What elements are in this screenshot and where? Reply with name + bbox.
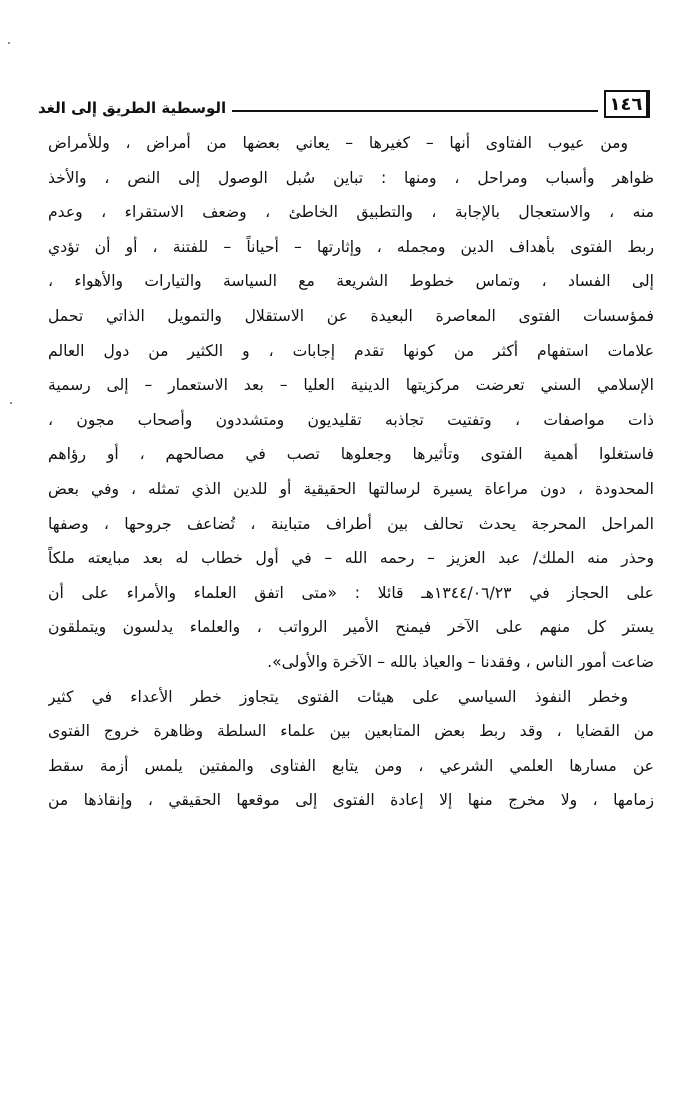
text-line: ربط الفتوى بأهداف الدين ومجمله ، وإثارتها – أحياناً – للفتنة ، أو أن تؤدي bbox=[48, 237, 654, 256]
text-line: منه ، والاستعجال بالإجابة ، والتطبيق الخاطئ ، وضعف الاستقراء ، وعدم bbox=[48, 203, 654, 222]
paragraph-2 bbox=[48, 680, 654, 818]
text-line: إلى الفساد ، وتماس خطوط الشريعة مع السياسة والتيارات والأهواء ، bbox=[48, 272, 654, 291]
paper-speck bbox=[10, 402, 12, 404]
text-line: الإسلامي السني تعرضت مركزيتها الدينية العليا – بعد الاستعمار – إلى رسمية bbox=[48, 376, 654, 395]
text-line: على الحجاز في ١٣٤٤/٠٦/٢٣هـ قائلا : «متى اتفق العلماء والأمراء على أن bbox=[48, 583, 654, 602]
header-rule bbox=[232, 110, 598, 112]
body-text bbox=[48, 126, 654, 818]
text-line: ظواهر وأسباب ومراحل ، ومنها : تباين سُبل الوصول إلى النص ، والأخذ bbox=[48, 168, 654, 187]
text-line: المراحل المحرجة يحدث تحالف بين أطراف متباينة ، تُضاعف جروحها ، وصفها bbox=[48, 514, 654, 533]
text-line: فمؤسسات الفتوى المعاصرة البعيدة عن الاستقلال والتمويل الذاتي تحمل bbox=[48, 306, 654, 325]
page-header bbox=[38, 84, 650, 118]
text-line: وحذر منه الملك/ عبد العزيز – رحمه الله – في أول خطاب له بعد مبايعته ملكاً bbox=[48, 549, 654, 568]
text-line: علامات استفهام أكثر من كونها تقدم إجابات ، و الكثير من دول العالم bbox=[48, 341, 654, 360]
text-line: وخطر النفوذ السياسي على هيئات الفتوى يتجاوز خطر الأعداء في كثير bbox=[48, 687, 628, 706]
text-line: فاستغلوا أهمية الفتوى وتأثيرها وجعلوها تصب في مصالحهم ، أو رؤاهم bbox=[48, 445, 654, 464]
paper-speck bbox=[8, 42, 10, 44]
text-line: من القضايا ، وقد ربط بعض المتابعين بين علماء السلطة وظاهرة خروج الفتوى bbox=[48, 722, 654, 741]
text-line: عن مسارها العلمي الشرعي ، ومن يتابع الفتاوى والمفتين يلمس أزمة سقط bbox=[48, 756, 654, 775]
text-line: ضاعت أمور الناس ، وفقدنا – والعياذ بالله – الآخرة والأولى». bbox=[267, 652, 654, 671]
text-line: زمامها ، ولا مخرج منها إلا إعادة الفتوى إلى موقعها الحقيقي ، وإنقاذها من bbox=[48, 791, 654, 810]
running-title: الوسطية الطريق إلى الغد bbox=[38, 99, 227, 117]
text-line: المحدودة ، دون مراعاة يسيرة لرسالتها الحقيقية أو للدين الذي تمثله ، وفي بعض bbox=[48, 479, 654, 498]
text-line: ذات مواصفات ، وتفتيت تجاذبه تقليديون ومتشددون وأصحاب مجون ، bbox=[48, 410, 654, 429]
paragraph-1 bbox=[48, 126, 654, 680]
page-number: ١٤٦ bbox=[604, 90, 650, 118]
text-line: ومن عيوب الفتاوى أنها – كغيرها – يعاني بعضها من أمراض ، وللأمراض bbox=[48, 134, 628, 152]
text-line: يستر كل منهم على الآخر فيمنح الأمير الرواتب ، والعلماء يدلسون ويتملقون bbox=[48, 618, 654, 637]
